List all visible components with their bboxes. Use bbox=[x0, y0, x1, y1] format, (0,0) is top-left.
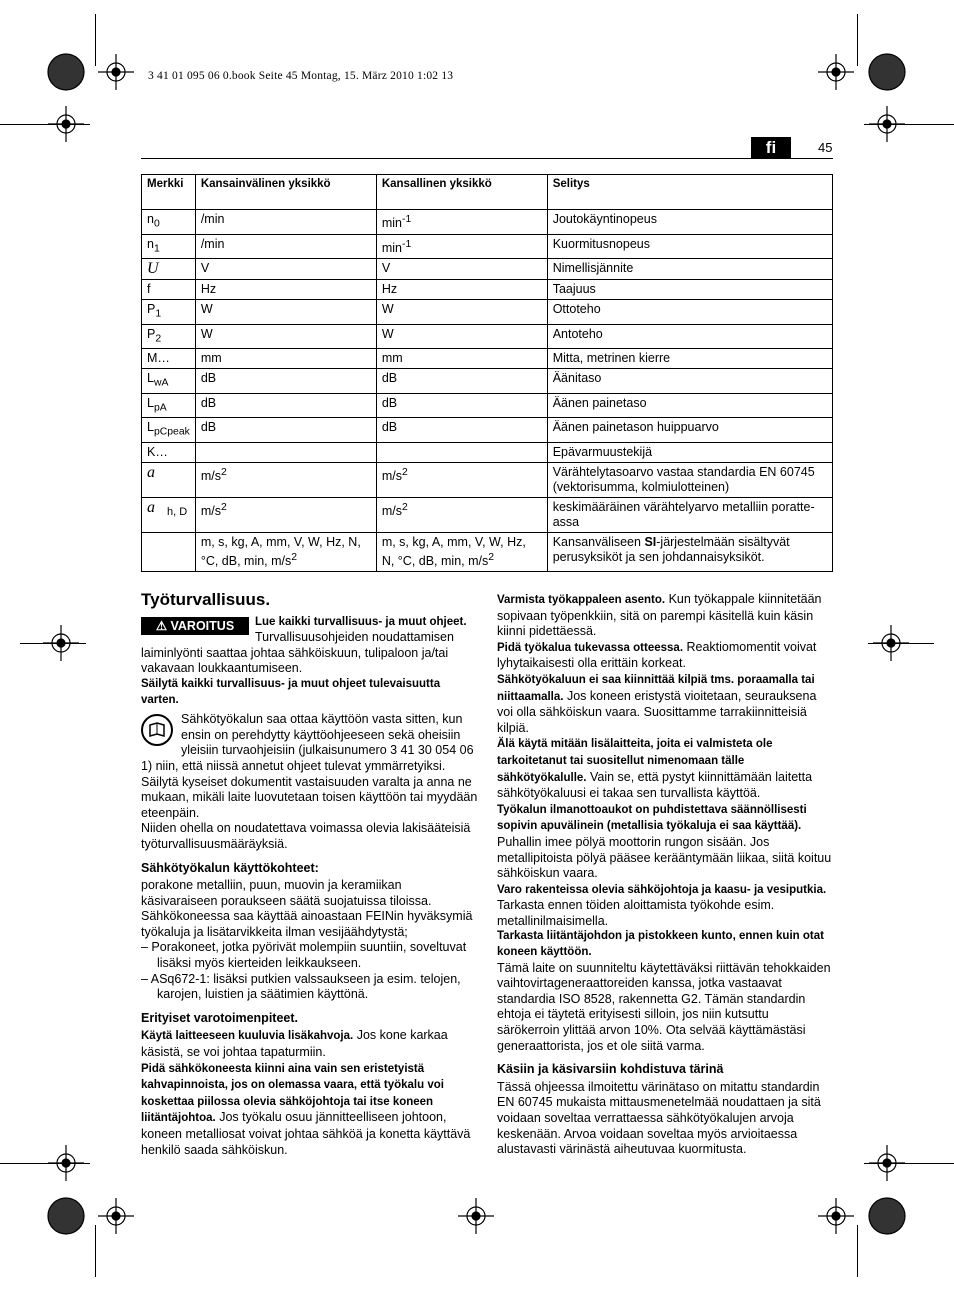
table-row bbox=[142, 442, 833, 462]
cell-symbol: a $_{h, D}$ bbox=[142, 497, 196, 532]
cell-national: W bbox=[376, 300, 547, 325]
right-para-4: Älä käytä mitään lisälaitteita, joita ei valmisteta ole tarkoitetanut tai suositellut nimenomaan tälle sähkötyökalulle. Vain se, että pystyt kiinnittämään laitetta sähkötyökaluusi ei takaa sen turvallista käyttöä. bbox=[497, 738, 813, 801]
use-heading: Sähkötyökalun käyttökohteet: bbox=[141, 860, 319, 875]
table-header-row bbox=[142, 175, 833, 210]
cell-description: Äänen painetaso bbox=[547, 393, 832, 418]
vibration-heading: Käsiin ja käsivarsiin kohdistuva tärinä bbox=[497, 1062, 724, 1077]
table-row bbox=[142, 532, 833, 571]
cell-description: Epävarmuustekijä bbox=[547, 442, 832, 462]
table-row bbox=[142, 418, 833, 443]
table-row bbox=[142, 324, 833, 349]
warning-paragraph: ⚠ VAROITUS Lue kaikki turvallisuus- ja muut ohjeet. Turvallisuusohjeiden noudattamisen laiminlyönti saattaa johtaa sähköiskuun, tulipaloon ja/tai vakavaan loukkaantumiseen. bbox=[141, 615, 467, 676]
table-row bbox=[142, 369, 833, 394]
cell-national: $\min^{-1}$ bbox=[376, 234, 547, 259]
vibration-paragraph: Tässä ohjeessa ilmoitettu värinätaso on mitattu standardin EN 60745 mukaista mittausmenetelmää noudattaen ja sitä voidaan soveltaa verrattaessa sähkötyökalujen arvoja keskenään. Arvoa voidaan soveltaa myös arvioitaessa alustavasti värinästä aiheutuvaa kuormitusta. bbox=[497, 1079, 821, 1157]
cell-national: dB bbox=[376, 418, 547, 443]
cell-description: Äänitaso bbox=[547, 369, 832, 394]
special-2: Pidä sähkökoneesta kiinni aina vain sen eristetyistä kahvapinnoista, jos on olemassa vaara, että työkalu voi koskettaa piilossa olevia sähköjohtoja tai itse koneen liitäntäjohtoa. Jos työkalu osuu jännitteelliseen johtoon, koneen metalliosat voivat johtaa sähköä ja konetta käyttävä henkilö saada sähköiskun. bbox=[141, 1062, 471, 1157]
warning-label: ⚠ VAROITUS bbox=[141, 617, 249, 635]
cell-intl: W bbox=[195, 324, 376, 349]
cell-symbol: $P_2$ bbox=[142, 324, 196, 349]
cell-national: $\min^{-1}$ bbox=[376, 210, 547, 235]
units-table bbox=[141, 174, 833, 572]
table-header: Kansainvälinen yksikkö bbox=[195, 175, 376, 210]
right-para-7: Tarkasta liitäntäjohdon ja pistokkeen kunto, ennen kuin otat koneen käyttöön. bbox=[497, 930, 824, 959]
cell-national: V bbox=[376, 259, 547, 280]
cell-intl bbox=[195, 442, 376, 462]
cell-symbol: $L_{wA}$ bbox=[142, 369, 196, 394]
table-row bbox=[142, 259, 833, 280]
language-badge: fi bbox=[751, 137, 791, 159]
table-row bbox=[142, 210, 833, 235]
cell-intl: dB bbox=[195, 418, 376, 443]
cell-description: Nimellisjännite bbox=[547, 259, 832, 280]
right-para-8: Tämä laite on suunniteltu käytettäväksi riittävän tehokkaiden vaihtovirtageneraattoreiden kanssa, jotka vastaavat standardia ISO 8528, rakennetta G2. Tämän standardin ehtoja ei täytetä erityisesti silloin, jos niin kutsuttu särökerroin ylittää arvon 10%. Ota selvää käyttämästäsi generaattorista, jos et ole siitä varma. bbox=[497, 960, 831, 1053]
right-column bbox=[497, 592, 833, 1158]
cell-symbol: K… bbox=[142, 442, 196, 462]
table-header: Merkki bbox=[142, 175, 196, 210]
special-1: Käytä laitteeseen kuuluvia lisäkahvoja. Jos kone karkaa käsistä, se voi johtaa tapaturmiin. bbox=[141, 1028, 448, 1060]
cell-national: m, s, kg, A, mm, V, W, Hz, N, °C, dB, min, $m/s^2$ bbox=[376, 532, 547, 571]
cell-description: Mitta, metrinen kierre bbox=[547, 349, 832, 369]
cell-national: dB bbox=[376, 393, 547, 418]
cell-description: Joutokäyntinopeus bbox=[547, 210, 832, 235]
header-rule bbox=[141, 158, 833, 159]
cell-symbol: $n_1$ bbox=[142, 234, 196, 259]
table-row bbox=[142, 234, 833, 259]
cell-national: mm bbox=[376, 349, 547, 369]
table-row bbox=[142, 393, 833, 418]
use-paragraph: porakone metalliin, puun, muovin ja keramiikan käsivaraiseen poraukseen säätä suojatuissa tiloissa. Sähkökoneessa saa käyttää ainoastaan FEINin hyväksymiä työkaluja ja lisätarvikkeita ilman vesijäähdytystä; bbox=[141, 878, 473, 939]
cell-description: Antoteho bbox=[547, 324, 832, 349]
cell-intl: dB bbox=[195, 369, 376, 394]
table-row bbox=[142, 497, 833, 532]
cell-intl: V bbox=[195, 259, 376, 280]
cell-intl: /min bbox=[195, 234, 376, 259]
cell-national: $m/s^2$ bbox=[376, 462, 547, 497]
keep-instructions: Säilytä kaikki turvallisuus- ja muut ohjeet tulevaisuutta varten. bbox=[141, 677, 441, 706]
manual-paragraph: Sähkötyökalun saa ottaa käyttöön vasta sitten, kun ensin on perehdytty käyttöohjeeseen sekä oheisiin yleisiin turvaohjeisiin (julkaisunumero 3 41 30 054 06 1) niin, että niissä annetut ohjeet tulevat ymmärretyiksi. Säilytä kyseiset dokumentit vastaisuuden varalta ja anna ne mukaan, mikäli laite luovutetaan toisen käyttöön tai myydään eteenpäin. bbox=[141, 712, 478, 820]
cell-national bbox=[376, 442, 547, 462]
cell-description: Taajuus bbox=[547, 280, 832, 300]
cell-intl: mm bbox=[195, 349, 376, 369]
cell-national: $m/s^2$ bbox=[376, 497, 547, 532]
cell-national: dB bbox=[376, 369, 547, 394]
right-para-2: Pidä työkalua tukevassa otteessa. Reaktiomomentit voivat lyhytaikaisesti olla erittäin korkeat. bbox=[497, 639, 817, 671]
table-row bbox=[142, 349, 833, 369]
cell-intl: m, s, kg, A, mm, V, W, Hz, N, °C, dB, min, $m/s^2$ bbox=[195, 532, 376, 571]
left-column bbox=[141, 592, 478, 1158]
right-para-6: Varo rakenteissa olevia sähköjohtoja ja kaasu- ja vesiputkia. Tarkasta ennen töiden aloittamista työkohde esim. metallinilmaisimella. bbox=[497, 883, 827, 928]
cell-symbol bbox=[142, 532, 196, 571]
page-number: 45 bbox=[818, 140, 833, 155]
cell-symbol: $L_{pCpeak}$ bbox=[142, 418, 196, 443]
section-title: Työturvallisuus. bbox=[141, 590, 271, 609]
table-row bbox=[142, 462, 833, 497]
right-para-5: Työkalun ilmanottoaukot on puhdistettava säännöllisesti sopivin apuvälinein (metallisia työkaluja ei saa käyttää). Puhallin imee pölyä moottorin rungon sisään. Jos metallipitoista pölyä pääsee kerääntymään liikaa, siitä koituu sähköiskun vaara. bbox=[497, 803, 832, 881]
cell-symbol: $n_0$ bbox=[142, 210, 196, 235]
right-para-1: Varmista työkappaleen asento. Kun työkappale kiinnitetään sopivaan työpenkkiin, sitä on parempi käsitellä kuin käsin kiinni pidettäessä. bbox=[497, 592, 822, 639]
cell-symbol: $P_1$ bbox=[142, 300, 196, 325]
table-header: Selitys bbox=[547, 175, 832, 210]
cell-intl: /min bbox=[195, 210, 376, 235]
cell-description: Äänen painetason huippuarvo bbox=[547, 418, 832, 443]
special-heading: Erityiset varotoimenpiteet. bbox=[141, 1010, 298, 1025]
table-row bbox=[142, 280, 833, 300]
read-manual-icon bbox=[141, 714, 173, 746]
cell-symbol: U bbox=[142, 259, 196, 280]
table-header: Kansallinen yksikkö bbox=[376, 175, 547, 210]
cell-intl: $m/s^2$ bbox=[195, 462, 376, 497]
print-info-line: 3 41 01 095 06 0.book Seite 45 Montag, 15. März 2010 1:02 13 bbox=[148, 70, 454, 82]
laws-paragraph: Niiden ohella on noudatettava voimassa olevia lakisääteisiä työturvallisuusmääräyksiä. bbox=[141, 821, 471, 851]
cell-description: Kuormitusnopeus bbox=[547, 234, 832, 259]
cell-description: Kansanväliseen SI-järjestelmään sisältyvät perusyksiköt ja sen johdannaisyksiköt. bbox=[547, 532, 832, 571]
cell-symbol: $L_{pA}$ bbox=[142, 393, 196, 418]
cell-symbol: M… bbox=[142, 349, 196, 369]
cell-intl: W bbox=[195, 300, 376, 325]
table-row bbox=[142, 300, 833, 325]
cell-intl: Hz bbox=[195, 280, 376, 300]
cell-description: Ottoteho bbox=[547, 300, 832, 325]
right-para-3: Sähkötyökaluun ei saa kiinnittää kilpiä tms. poraamalla tai niittaamalla. Jos koneen eristystä vioitetaan, seurauksena voi olla sähköiskun vaara. Suosittamme tarrakiinnitteisiä kilpiä. bbox=[497, 673, 817, 735]
list-item: – Porakoneet, jotka pyörivät molempiin suuntiin, soveltuvat lisäksi myös kierteiden leikkaukseen. bbox=[141, 940, 467, 971]
cell-description: keskimääräinen värähtelyarvo metalliin poratte-assa bbox=[547, 497, 832, 532]
cell-description: Värähtelytasoarvo vastaa standardia EN 60745 (vektorisumma, kolmiulotteinen) bbox=[547, 462, 832, 497]
cell-national: Hz bbox=[376, 280, 547, 300]
cell-intl: dB bbox=[195, 393, 376, 418]
cell-intl: $m/s^2$ bbox=[195, 497, 376, 532]
cell-symbol: a bbox=[142, 462, 196, 497]
cell-national: W bbox=[376, 324, 547, 349]
cell-symbol: f bbox=[142, 280, 196, 300]
list-item: – ASq672-1: lisäksi putkien valssaukseen ja esim. telojen, karojen, luistien ja säätimien käyttönä. bbox=[141, 971, 461, 1002]
